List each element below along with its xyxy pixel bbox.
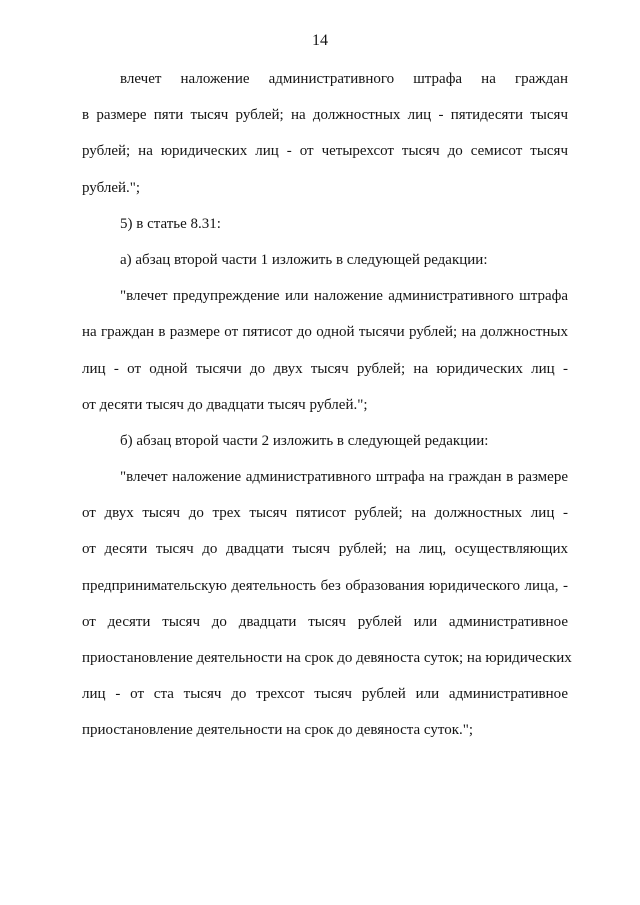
- text-line: в размере пяти тысяч рублей; на должностных лиц - пятидесяти тысяч: [82, 107, 568, 124]
- text-line: влечет наложение административного штрафа на граждан: [120, 71, 568, 87]
- text-line: б) абзац второй части 2 изложить в следующей редакции:: [120, 432, 489, 449]
- text-line: от десяти тысяч до двадцати тысяч рублей или административное: [82, 613, 568, 630]
- text-line: от двух тысяч до трех тысяч пятисот рублей; на должностных лиц -: [82, 505, 568, 522]
- paragraph-item-5: [82, 206, 568, 242]
- text-line: лиц - от ста тысяч до трехсот тысяч рублей или административное: [82, 686, 568, 703]
- text-line: рублей.";: [82, 179, 141, 196]
- text-line: 5) в статье 8.31:: [120, 215, 221, 232]
- page-number: 14: [312, 32, 328, 49]
- paragraph-penalty-8-30-end: [82, 61, 568, 206]
- paragraph-quote-b: [82, 459, 572, 749]
- paragraph-subitem-a: [82, 242, 568, 278]
- text-line: предпринимательскую деятельность без образования юридического лица, -: [82, 577, 568, 594]
- text-line: от десяти тысяч до двадцати тысяч рублей; на лиц, осуществляющих: [82, 541, 568, 558]
- text-line: лиц - от одной тысячи до двух тысяч рублей; на юридических лиц -: [82, 360, 568, 377]
- document-body: [82, 61, 572, 749]
- text-line: рублей; на юридических лиц - от четырехсот тысяч до семисот тысяч: [82, 143, 568, 160]
- paragraph-quote-a: [82, 278, 568, 423]
- text-line: на граждан в размере от пятисот до одной тысячи рублей; на должностных: [82, 324, 568, 341]
- paragraph-subitem-b: [82, 423, 568, 459]
- text-line: "влечет предупреждение или наложение административного штрафа: [120, 288, 568, 305]
- text-line: приостановление деятельности на срок до девяноста суток; на юридических: [82, 650, 572, 666]
- text-line: приостановление деятельности на срок до девяноста суток.";: [82, 722, 474, 739]
- text-line: а) абзац второй части 1 изложить в следующей редакции:: [120, 251, 488, 268]
- text-line: от десяти тысяч до двадцати тысяч рублей.";: [82, 396, 368, 413]
- text-line: "влечет наложение административного штрафа на граждан в размере: [120, 469, 568, 486]
